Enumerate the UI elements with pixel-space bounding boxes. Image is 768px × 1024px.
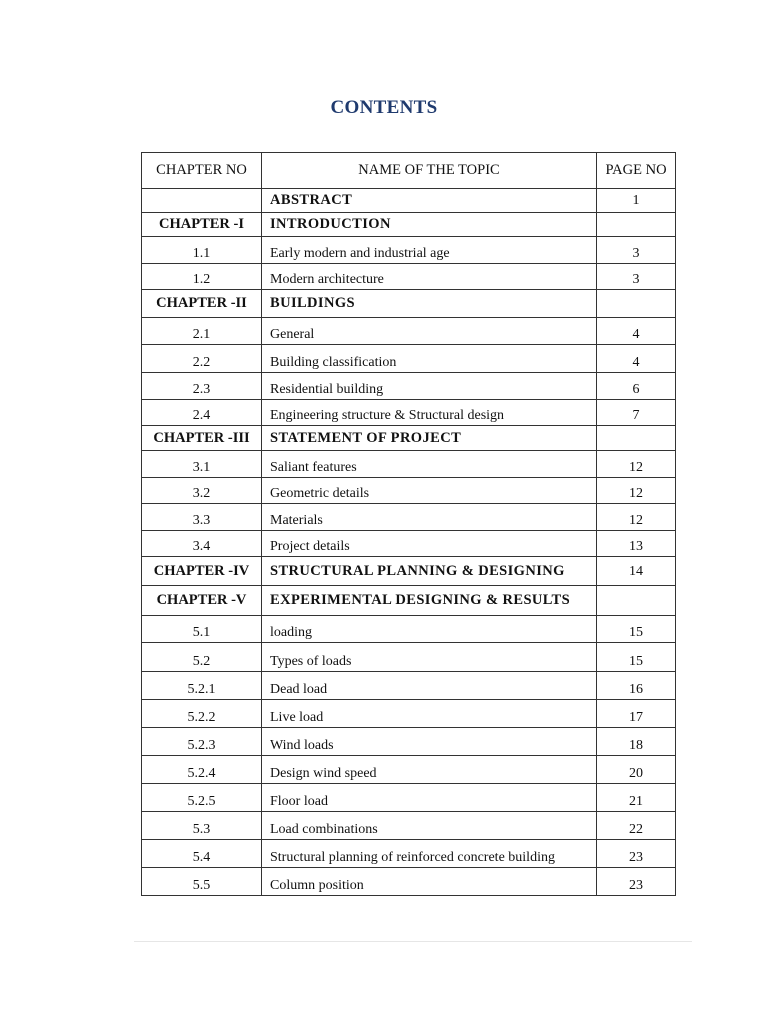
chapter-no-cell (142, 189, 262, 213)
chapter-no-cell: 5.4 (142, 840, 262, 868)
topic-name-cell: Column position (262, 868, 597, 896)
topic-name-cell: Building classification (262, 345, 597, 373)
page-no-cell: 23 (597, 840, 676, 868)
chapter-no-cell: 2.1 (142, 318, 262, 345)
table-row (142, 700, 676, 728)
page-divider (134, 941, 692, 942)
chapter-no-cell: 2.2 (142, 345, 262, 373)
page-no-cell: 14 (597, 557, 676, 586)
chapter-no-cell: CHAPTER -II (142, 290, 262, 318)
table-row (142, 840, 676, 868)
page-no-cell: 22 (597, 812, 676, 840)
page-no-cell: 1 (597, 189, 676, 213)
topic-name-cell: INTRODUCTION (262, 213, 597, 237)
page-no-cell: 7 (597, 400, 676, 426)
page-no-cell: 6 (597, 373, 676, 400)
table-row (142, 728, 676, 756)
table-row (142, 616, 676, 643)
table-row (142, 373, 676, 400)
chapter-no-cell: 1.1 (142, 237, 262, 264)
chapter-no-cell: 5.2.2 (142, 700, 262, 728)
chapter-row (142, 189, 676, 213)
topic-name-cell: ABSTRACT (262, 189, 597, 213)
page-no-cell: 21 (597, 784, 676, 812)
table-row (142, 264, 676, 290)
page-no-cell: 15 (597, 616, 676, 643)
chapter-no-cell: 2.3 (142, 373, 262, 400)
topic-name-cell: Materials (262, 504, 597, 531)
header-page-no: PAGE NO (597, 153, 676, 189)
page-no-cell: 18 (597, 728, 676, 756)
topic-name-cell: EXPERIMENTAL DESIGNING & RESULTS (262, 586, 597, 616)
page-no-cell (597, 586, 676, 616)
chapter-no-cell: CHAPTER -V (142, 586, 262, 616)
page-no-cell: 3 (597, 237, 676, 264)
page-no-cell: 23 (597, 868, 676, 896)
contents-table (141, 152, 676, 896)
chapter-no-cell: 2.4 (142, 400, 262, 426)
chapter-no-cell: 5.2.5 (142, 784, 262, 812)
chapter-no-cell: 5.3 (142, 812, 262, 840)
chapter-no-cell: CHAPTER -III (142, 426, 262, 451)
topic-name-cell: Early modern and industrial age (262, 237, 597, 264)
table-row (142, 345, 676, 373)
page-no-cell (597, 213, 676, 237)
topic-name-cell: General (262, 318, 597, 345)
table-row (142, 237, 676, 264)
page-no-cell: 12 (597, 451, 676, 478)
table-row (142, 672, 676, 700)
topic-name-cell: Geometric details (262, 478, 597, 504)
topic-name-cell: Saliant features (262, 451, 597, 478)
chapter-no-cell: 3.4 (142, 531, 262, 557)
chapter-no-cell: 5.1 (142, 616, 262, 643)
page-no-cell: 17 (597, 700, 676, 728)
page-no-cell: 12 (597, 504, 676, 531)
header-topic-name: NAME OF THE TOPIC (262, 153, 597, 189)
chapter-no-cell: 5.2.3 (142, 728, 262, 756)
chapter-no-cell: 1.2 (142, 264, 262, 290)
table-row (142, 531, 676, 557)
chapter-no-cell: 3.1 (142, 451, 262, 478)
topic-name-cell: Floor load (262, 784, 597, 812)
chapter-row (142, 426, 676, 451)
topic-name-cell: STATEMENT OF PROJECT (262, 426, 597, 451)
table-row (142, 643, 676, 672)
topic-name-cell: Dead load (262, 672, 597, 700)
topic-name-cell: Project details (262, 531, 597, 557)
chapter-no-cell: 3.2 (142, 478, 262, 504)
header-chapter-no: CHAPTER NO (142, 153, 262, 189)
page-no-cell (597, 426, 676, 451)
topic-name-cell: Types of loads (262, 643, 597, 672)
chapter-row (142, 213, 676, 237)
table-row (142, 756, 676, 784)
table-row (142, 504, 676, 531)
page-no-cell: 20 (597, 756, 676, 784)
chapter-no-cell: 3.3 (142, 504, 262, 531)
chapter-row (142, 290, 676, 318)
chapter-no-cell: 5.2.4 (142, 756, 262, 784)
chapter-row (142, 586, 676, 616)
page-no-cell: 15 (597, 643, 676, 672)
topic-name-cell: Design wind speed (262, 756, 597, 784)
chapter-no-cell: 5.5 (142, 868, 262, 896)
topic-name-cell: Live load (262, 700, 597, 728)
topic-name-cell: Load combinations (262, 812, 597, 840)
topic-name-cell: loading (262, 616, 597, 643)
chapter-no-cell: CHAPTER -I (142, 213, 262, 237)
table-row (142, 868, 676, 896)
topic-name-cell: Modern architecture (262, 264, 597, 290)
chapter-no-cell: 5.2 (142, 643, 262, 672)
topic-name-cell: Structural planning of reinforced concrete building (262, 840, 597, 868)
topic-name-cell: Residential building (262, 373, 597, 400)
table-row (142, 451, 676, 478)
page-no-cell: 4 (597, 318, 676, 345)
chapter-no-cell: 5.2.1 (142, 672, 262, 700)
page-title: CONTENTS (330, 97, 438, 118)
topic-name-cell: Engineering structure & Structural design (262, 400, 597, 426)
topic-name-cell: Wind loads (262, 728, 597, 756)
chapter-no-cell: CHAPTER -IV (142, 557, 262, 586)
page-no-cell: 12 (597, 478, 676, 504)
table-row (142, 318, 676, 345)
page-no-cell: 4 (597, 345, 676, 373)
chapter-row (142, 557, 676, 586)
page-no-cell: 16 (597, 672, 676, 700)
table-row (142, 400, 676, 426)
table-header-row (142, 153, 676, 189)
topic-name-cell: BUILDINGS (262, 290, 597, 318)
topic-name-cell: STRUCTURAL PLANNING & DESIGNING (262, 557, 597, 586)
table-row (142, 478, 676, 504)
page-no-cell: 3 (597, 264, 676, 290)
table-row (142, 812, 676, 840)
page-no-cell (597, 290, 676, 318)
page-no-cell: 13 (597, 531, 676, 557)
table-row (142, 784, 676, 812)
